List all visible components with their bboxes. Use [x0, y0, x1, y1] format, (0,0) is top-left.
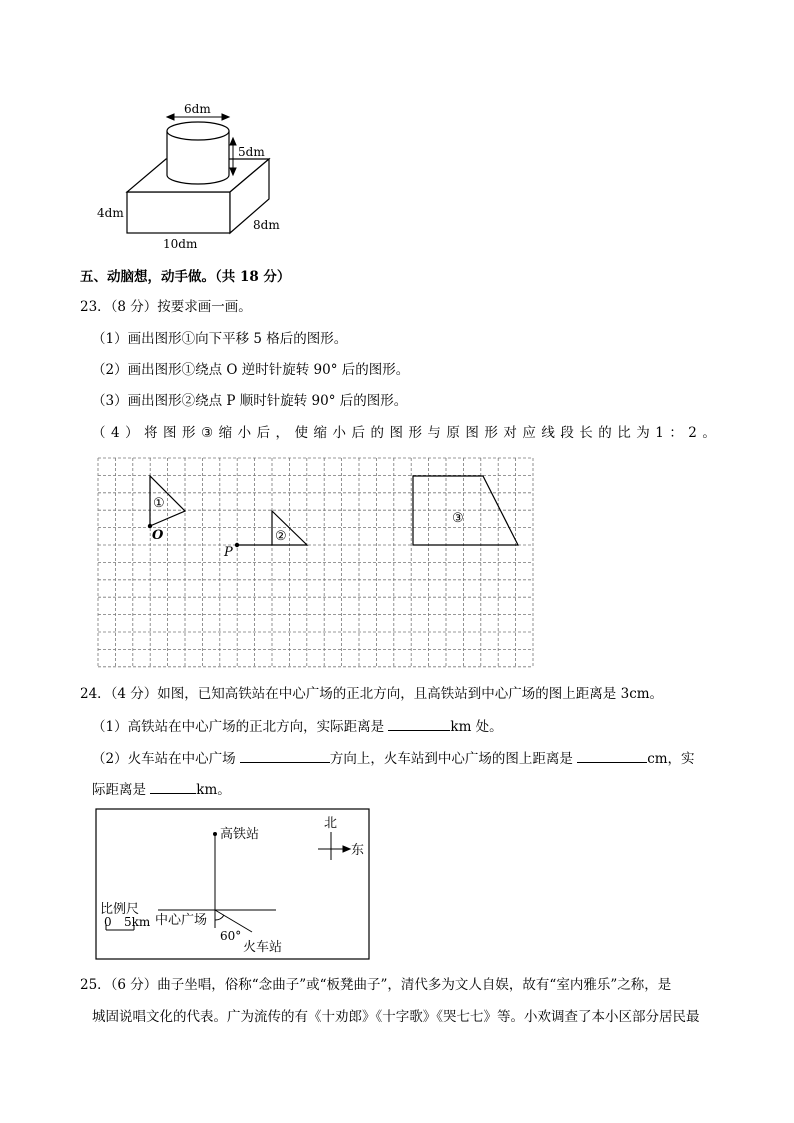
q25-line-2: 城固说唱文化的代表。广为流传的有《十劝郎》《十字歌》《哭七七》等。小欢调查了本小区部分居民最 [92, 1009, 700, 1025]
q23-item4-char: 与 [427, 425, 441, 441]
q23-item4-char: 将 [144, 425, 158, 441]
q23-item4-char: 图 [163, 425, 177, 441]
q23-item-4 [92, 424, 716, 442]
point-o-label: O [152, 528, 164, 543]
label-6dm: 6dm [184, 102, 211, 116]
scale-value: 5km [124, 915, 151, 929]
q24-stem: 24．（4 分）如图，已知高铁站在中心广场的正北方向，且高铁站到中心广场的图上距离是 3cm。 [80, 686, 664, 702]
q23-item4-char: 后 [351, 425, 365, 441]
q23-item4-char: 形 [182, 425, 196, 441]
shape-1-label: ① [153, 496, 165, 511]
q23-item4-char: 对 [503, 425, 517, 441]
train-station-label: 火车站 [243, 940, 283, 955]
scale-title: 比例尺 [100, 902, 140, 917]
q23-item4-char: 使 [294, 425, 309, 441]
cylinder-top [167, 122, 229, 140]
q23-item-3: （3）画出图形②绕点 P 顺时针旋转 90° 后的图形。 [92, 393, 408, 409]
q23-item4-char: ③ [201, 425, 214, 441]
q23-item4-char: 1 [655, 425, 664, 441]
box-front-face [127, 192, 230, 233]
label-4dm: 4dm [97, 206, 124, 220]
q24-line-1: （1）高铁站在中心广场的正北方向，实际距离是 km 处。 [92, 716, 503, 736]
q23-item4-char: 段 [560, 425, 574, 441]
q23-item4-char: 比 [617, 425, 631, 441]
q23-item-2: （2）画出图形①绕点 O 逆时针旋转 90° 后的图形。 [92, 362, 410, 378]
east-label: 东 [351, 843, 365, 858]
q23-item4-char: 图 [465, 425, 479, 441]
q23-item4-char: 缩 [218, 425, 233, 441]
shape-3-label: ③ [452, 511, 464, 526]
q23-item4-char: 图 [389, 425, 403, 441]
answer-blank-2[interactable] [240, 748, 330, 763]
north-label: 北 [324, 816, 338, 831]
q23-item4-char: 小 [237, 425, 252, 441]
drawing-grid [0, 450, 794, 680]
q23-item4-char: 小 [332, 425, 346, 441]
q23-stem: 23．（8 分）按要求画一画。 [80, 299, 252, 315]
answer-blank-4[interactable] [150, 779, 196, 794]
q23-item4-char: （ [92, 425, 106, 441]
q23-item4-char: 原 [446, 425, 460, 441]
q23-item4-char: 为 [636, 425, 650, 441]
q24-line-3: 际距离是 km。 [92, 779, 231, 799]
q23-item4-char: 形 [408, 425, 422, 441]
label-10dm: 10dm [163, 237, 198, 251]
center-label: 中心广场 [155, 913, 208, 928]
point-p-dot [235, 543, 239, 547]
q23-item4-char: 形 [484, 425, 498, 441]
q23-item-1: （1）画出图形①向下平移 5 格后的图形。 [92, 331, 348, 347]
section-title: 五、动脑想，动手做。（共 18 分） [80, 269, 291, 285]
hsr-dot [213, 832, 217, 836]
label-8dm: 8dm [253, 218, 280, 232]
q25-line-1: 25．（6 分）曲子坐唱，俗称“念曲子”或“板凳曲子”，清代多为文人自娱，故有“室内雅乐”之称，是 [80, 977, 672, 993]
q23-item4-char: 长 [579, 425, 593, 441]
q23-item4-char: ） [125, 425, 139, 441]
q24-line-2: （2）火车站在中心广场 方向上，火车站到中心广场的图上距离是 cm，实 [92, 748, 695, 768]
q23-item4-char: 缩 [313, 425, 328, 441]
q23-item4-char: 。 [702, 425, 716, 441]
answer-blank-1[interactable] [388, 716, 450, 731]
q23-item4-char: 应 [522, 425, 536, 441]
shape-2-label: ② [275, 529, 287, 544]
q23-item4-char: ， [275, 425, 290, 441]
label-5dm: 5dm [238, 145, 265, 159]
q23-item4-char: ： [669, 425, 683, 441]
q23-item4-char: 的 [598, 425, 612, 441]
point-p-label: P [224, 545, 233, 560]
solid-figure [0, 0, 794, 260]
q23-item4-char: 4 [110, 425, 120, 441]
direction-map [0, 800, 794, 960]
scale-zero: 0 [104, 915, 112, 929]
angle-label: 60° [220, 929, 242, 943]
hsr-station-label: 高铁站 [220, 827, 260, 842]
q23-item4-char: 2 [688, 425, 697, 441]
answer-blank-3[interactable] [577, 748, 647, 763]
q23-item4-char: 后 [256, 425, 271, 441]
q23-item4-char: 线 [541, 425, 555, 441]
q23-item4-char: 的 [370, 425, 384, 441]
